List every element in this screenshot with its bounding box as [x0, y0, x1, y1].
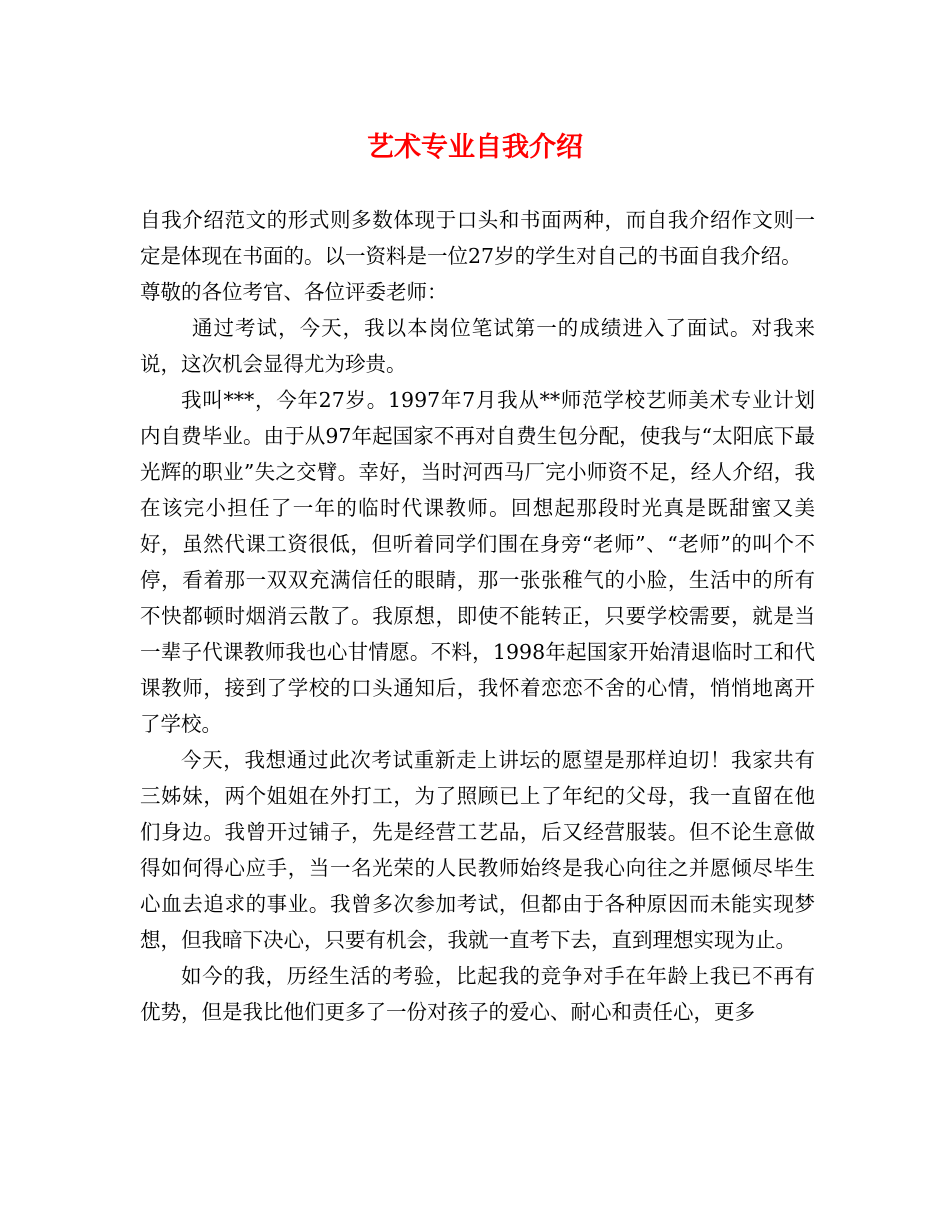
paragraph-background: 我叫***，今年27岁。1997年7月我从**师范学校艺师美术专业计划内自费毕业。由于从97年起国家不再对自费生包分配，使我与“太阳底下最光辉的职业”失之交臂。幸好，当时河西马厂完小师资不足，经人介绍，我在该完小担任了一年的临时代课教师。回想起那段时光真是既甜蜜又美好，虽然代课工资很低，但听着同学们围在身旁“老师”、“老师”的叫个不停，看着那一双双充满信任的眼睛，那一张张稚气的小脸，生活中的所有不快都顿时烟消云散了。我原想，即使不能转正，只要学校需要，就是当一辈子代课教师我也心甘情愿。不料，1998年起国家开始清退临时工和代课教师，接到了学校的口头通知后，我怀着恋恋不舍的心情，悄悄地离开了学校。 — [140, 388, 815, 736]
document-body — [140, 202, 815, 1030]
document-title: 艺术专业自我介绍 — [367, 132, 583, 163]
intro-paragraph: 自我介绍范文的形式则多数体现于口头和书面两种，而自我介绍作文则一定是体现在书面的。以一资料是一位27岁的学生对自己的书面自我介绍。 — [140, 208, 815, 268]
paragraph-current: 如今的我，历经生活的考验，比起我的竞争对手在年龄上我已不再有优势，但是我比他们更多了一份对孩子的爱心、耐心和责任心，更多 — [140, 964, 815, 1024]
salutation-line: 尊敬的各位考官、各位评委老师： — [140, 280, 448, 304]
paragraph-exam-result: 通过考试，今天，我以本岗位笔试第一的成绩进入了面试。对我来说，这次机会显得尤为珍贵。 — [140, 316, 815, 376]
paragraph-aspiration: 今天，我想通过此次考试重新走上讲坛的愿望是那样迫切！我家共有三姊妹，两个姐姐在外打工，为了照顾已上了年纪的父母，我一直留在他们身边。我曾开过铺子，先是经营工艺品，后又经营服装。但不论生意做得如何得心应手，当一名光荣的人民教师始终是我心向往之并愿倾尽毕生心血去追求的事业。我曾多次参加考试，但都由于各种原因而未能实现梦想，但我暗下决心，只要有机会，我就一直考下去，直到理想实现为止。 — [140, 748, 815, 952]
